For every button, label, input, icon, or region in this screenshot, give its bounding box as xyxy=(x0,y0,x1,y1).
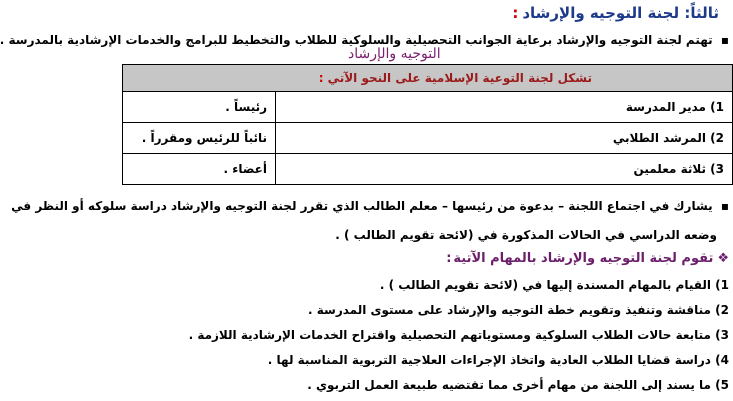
table-header-colon: : xyxy=(318,71,324,85)
list-item: 2) مناقشة وتنفيذ وتقويم خطة التوجيه والإرشاد على مستوى المدرسة . xyxy=(308,303,729,317)
table-header-text: تشكل لجنة التوعية الإسلامية على النحو الآتي xyxy=(327,71,592,85)
table-row xyxy=(123,92,733,123)
table-row xyxy=(123,154,733,185)
tasks-list xyxy=(122,273,729,398)
role-cell: 1) مدير المدرسة xyxy=(276,92,733,123)
participation-line-2: وضعه الدراسي في الحالات المذكورة في (لائحة تقويم الطالب ) . xyxy=(335,228,717,242)
list-item: 5) ما يسند إلى اللجنة من مهام أخرى مما تقتضيه طبيعة العمل التربوي . xyxy=(307,378,729,392)
tasks-heading-colon: : xyxy=(446,251,452,266)
watermark-text: التوجيه والإرشاد xyxy=(348,46,441,62)
bullet-icon: ▪ xyxy=(720,199,729,213)
table-header xyxy=(123,65,733,92)
list-item: 1) القيام بالمهام المسندة إليها في (لائحة تقويم الطالب ) . xyxy=(379,278,729,292)
role-cell: 2) المرشد الطلابي xyxy=(276,123,733,154)
position-cell: رئيساً . xyxy=(123,92,276,123)
role-cell: 3) ثلاثة معلمين xyxy=(276,154,733,185)
table-row xyxy=(123,123,733,154)
intro-text: تهتم لجنة التوجيه والإرشاد برعاية الجوانب التحصيلية والسلوكية للطلاب والتخطيط للبرامج والخدمات الإرشادية بالمدرسة . xyxy=(0,33,713,47)
section-heading xyxy=(512,4,719,22)
tasks-heading-text: تقوم لجنة التوجيه والإرشاد بالمهام الآتية xyxy=(453,251,714,266)
list-item: 4) دراسة قضايا الطلاب العادية واتخاذ الإجراءات العلاجية التربوية المناسبة لها . xyxy=(267,353,729,367)
participation-paragraph xyxy=(11,199,729,213)
table-header-row xyxy=(123,65,733,92)
participation-line-1: يشارك في اجتماع اللجنة – بدعوة من رئيسها – معلم الطالب الذي تقرر لجنة التوجيه والإرشاد دراسة سلوكه أو النظر في xyxy=(11,199,713,213)
position-cell: نائباً للرئيس ومقرراً . xyxy=(123,123,276,154)
list-item: 3) متابعة حالات الطلاب السلوكية ومستوياتهم التحصيلية واقتراح الخدمات الإرشادية اللازمة . xyxy=(188,328,729,342)
tasks-heading xyxy=(446,251,729,266)
section-title: ثالثاً: لجنة التوجيه والإرشاد xyxy=(522,4,719,22)
bullet-icon: ▪ xyxy=(720,33,729,47)
committee-table xyxy=(122,64,733,185)
intro-paragraph xyxy=(0,33,729,47)
position-cell: أعضاء . xyxy=(123,154,276,185)
section-title-colon: : xyxy=(512,4,519,22)
diamond-bullet-icon: ❖ xyxy=(717,251,729,266)
